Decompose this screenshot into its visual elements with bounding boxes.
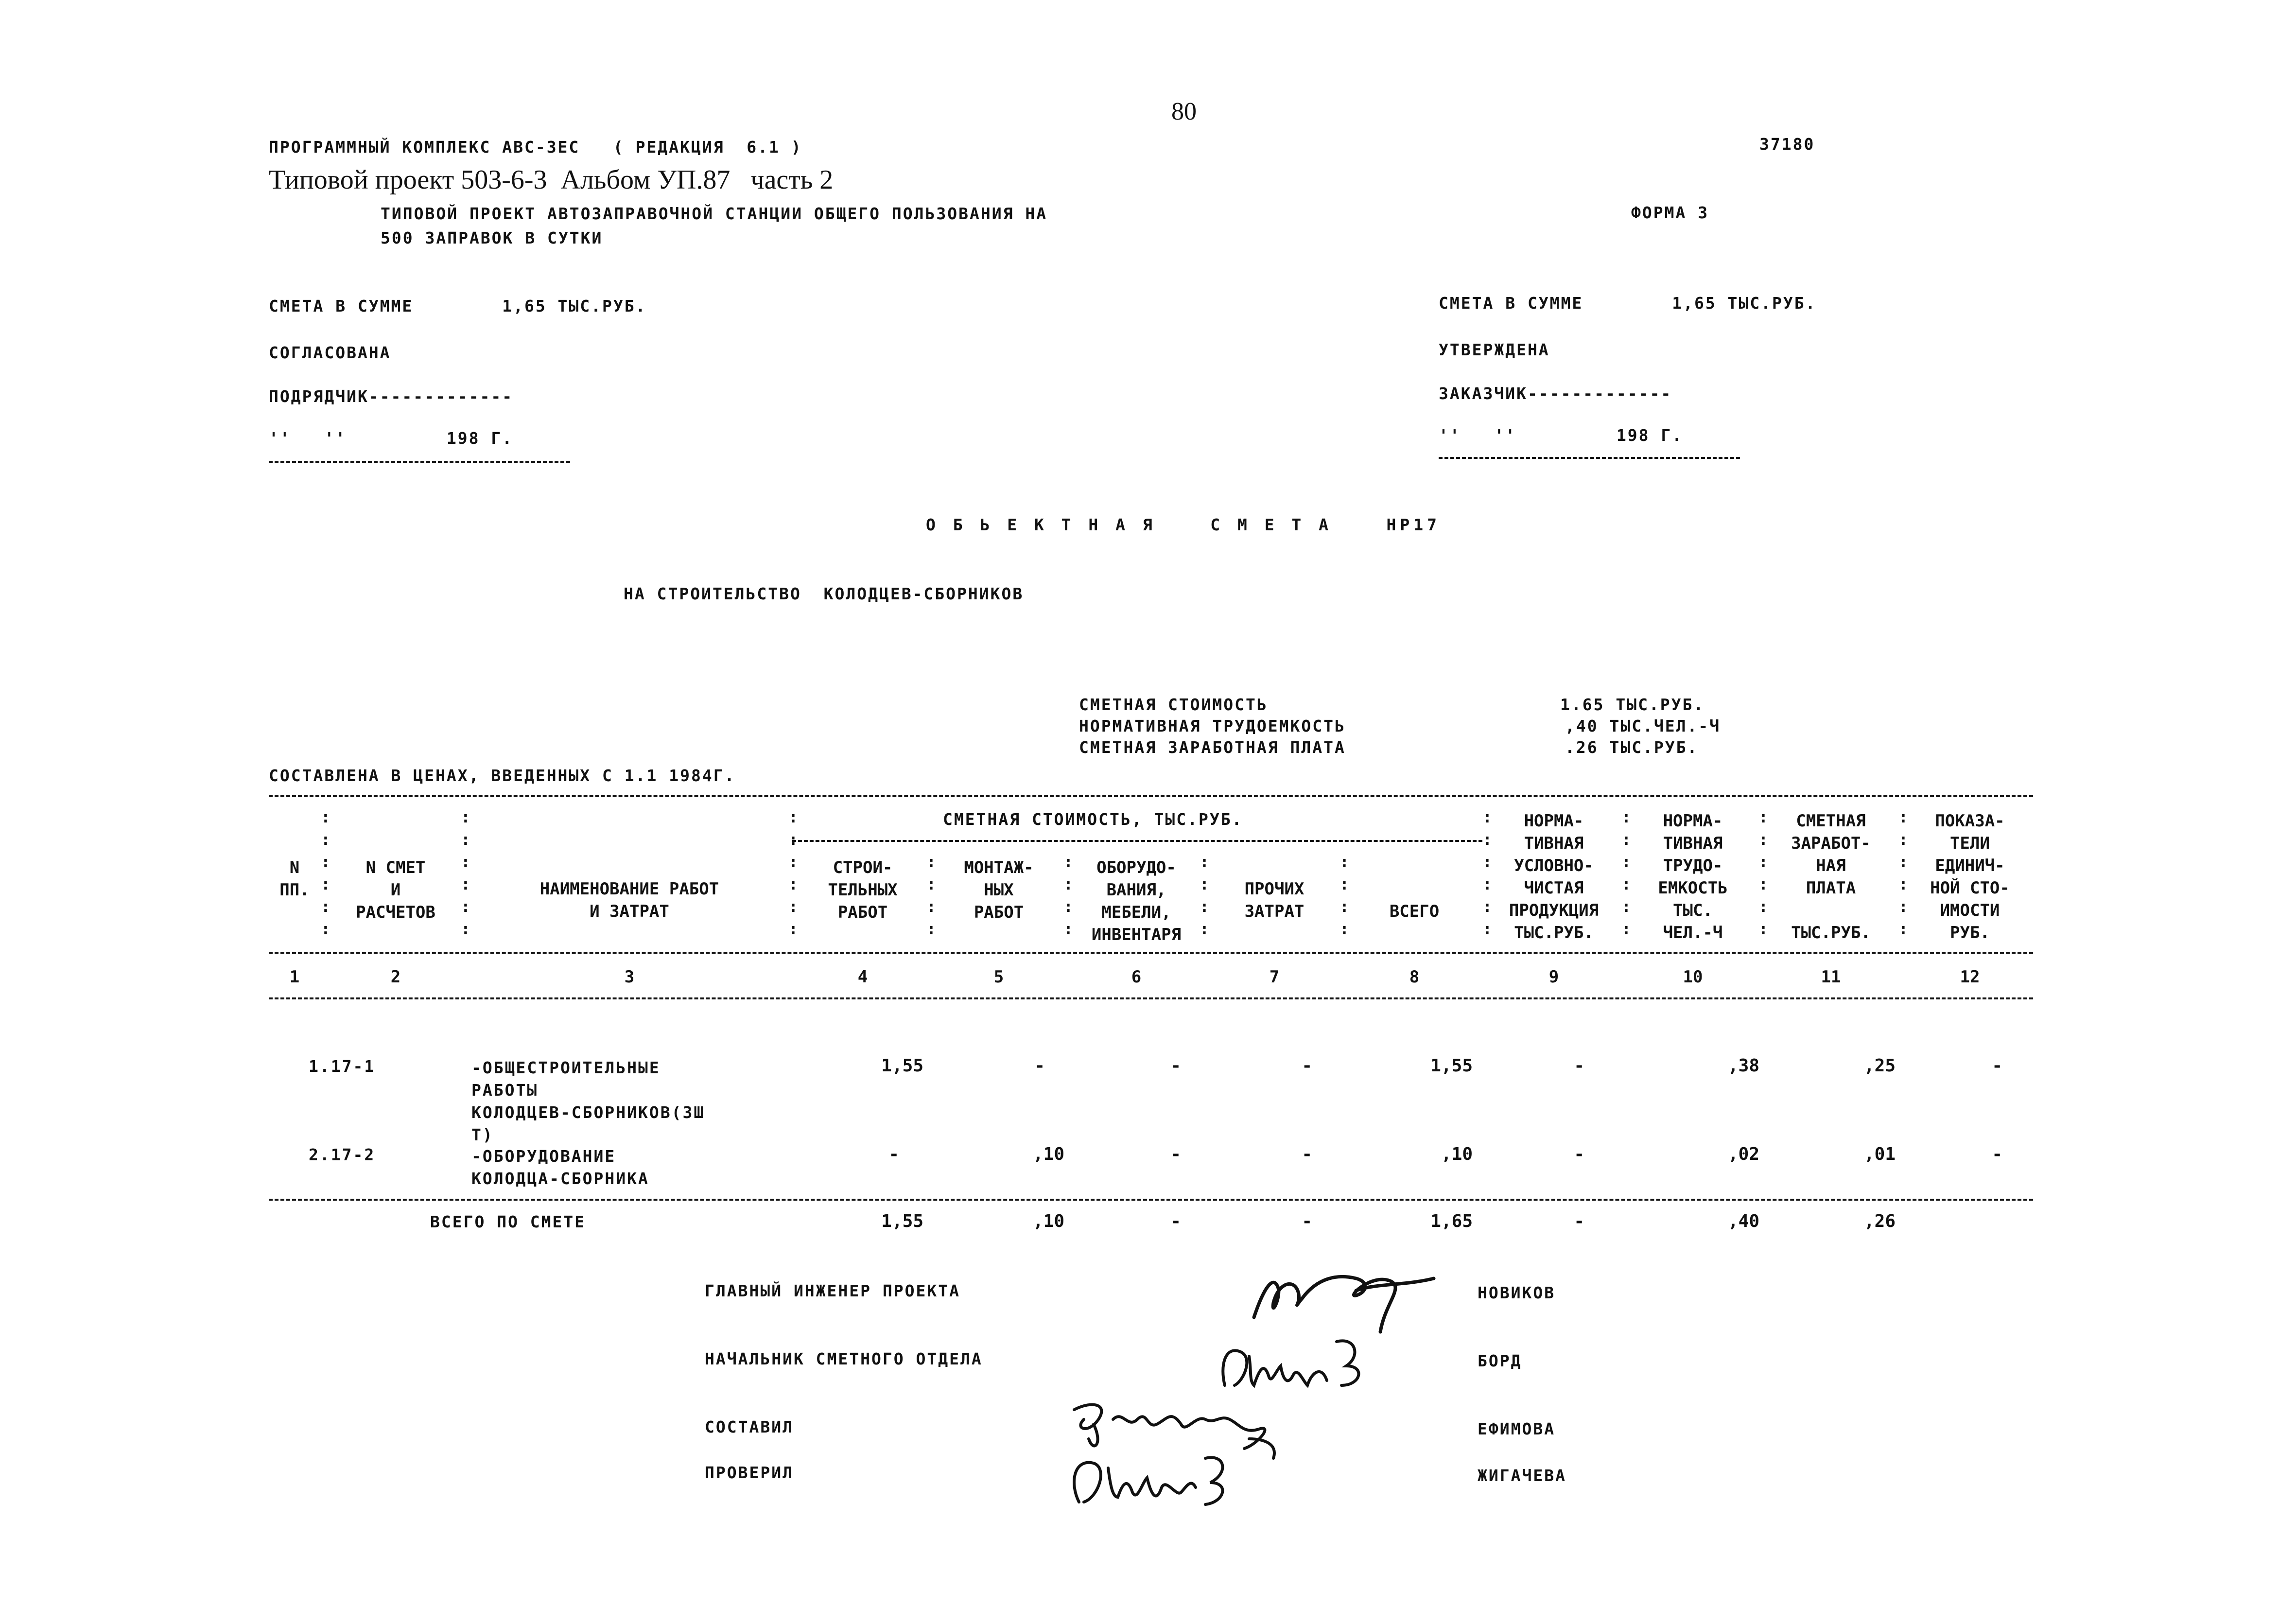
summary-labor-value: ,40 ТЫС.ЧЕЛ.-Ч xyxy=(1565,717,1721,735)
col-header-net-product: НОРМА- ТИВНАЯ УСЛОВНО- ЧИСТАЯ ПРОДУКЦИЯ ТЫС.РУБ. xyxy=(1509,811,1599,943)
agreed-label: СОГЛАСОВАНА xyxy=(269,343,391,362)
summary-wage-value: .26 ТЫС.РУБ. xyxy=(1565,738,1699,757)
signature-name: ЕФИМОВА xyxy=(1478,1419,1556,1438)
left-date-underline xyxy=(269,461,570,463)
signature-name: НОВИКОВ xyxy=(1478,1283,1556,1302)
col-header-installation: МОНТАЖ- НЫХ РАБОТ xyxy=(964,858,1034,922)
signature-name: БОРД xyxy=(1478,1351,1522,1370)
project-description-line2: 500 ЗАПРАВОК В СУТКИ xyxy=(381,228,603,247)
page-number: 80 xyxy=(1171,98,1197,125)
table-row-id: 1.17-1 xyxy=(309,1057,376,1076)
column-separators: : : : : : : xyxy=(461,807,471,938)
program-line: ПРОГРАММНЫЙ КОМПЛЕКС АВС-ЗЕС ( РЕДАКЦИЯ 6.1 ) xyxy=(269,138,802,157)
table-cell-equipment: - xyxy=(1170,1144,1181,1164)
total-construction: 1,55 xyxy=(881,1211,923,1231)
col-number: 2 xyxy=(390,967,401,987)
table-cell-construction: - xyxy=(888,1144,899,1164)
document-code: 37180 xyxy=(1759,135,1815,154)
table-cell-total: 1,55 xyxy=(1430,1056,1473,1076)
col-header-total: ВСЕГО xyxy=(1389,902,1440,921)
group-header: СМЕТНАЯ СТОИМОСТЬ, ТЫС.РУБ. xyxy=(943,810,1243,829)
prices-note: СОСТАВЛЕНА В ЦЕНАХ, ВВЕДЕННЫХ С 1.1 1984Г. xyxy=(269,766,736,785)
total-equipment: - xyxy=(1170,1211,1181,1231)
form-label: ФОРМА 3 xyxy=(1631,203,1709,222)
signature-role: НАЧАЛЬНИК СМЕТНОГО ОТДЕЛА xyxy=(705,1349,983,1368)
column-separators: : : : : : : xyxy=(1758,807,1769,938)
signature-name: ЖИГАЧЕВА xyxy=(1478,1466,1566,1485)
column-separators: : : : : : : xyxy=(788,807,799,938)
contractor-line: ПОДРЯДЧИК------------- xyxy=(269,387,514,406)
handwritten-signature-checker xyxy=(1064,1449,1259,1512)
estimate-title: О Б Ь Е К Т Н А Я С М Е Т А НР17 xyxy=(926,515,1441,534)
column-separators: : : : : : : xyxy=(321,807,331,938)
table-cell-wage: ,01 xyxy=(1863,1144,1896,1164)
column-separators: : : : : xyxy=(1063,852,1074,938)
table-cell-other: - xyxy=(1302,1144,1312,1164)
total-all: 1,65 xyxy=(1430,1211,1473,1231)
col-number: 6 xyxy=(1131,967,1142,987)
right-date-underline xyxy=(1439,457,1740,459)
total-wage: ,26 xyxy=(1863,1211,1896,1231)
approved-label: УТВЕРЖДЕНА xyxy=(1439,340,1550,359)
table-cell-net-product: - xyxy=(1574,1056,1584,1076)
table-cell-wage: ,25 xyxy=(1863,1056,1896,1076)
col-number: 12 xyxy=(1960,967,1980,987)
col-number: 3 xyxy=(624,967,635,987)
column-separators: : : : : xyxy=(1200,852,1210,938)
col-header-other: ПРОЧИХ ЗАТРАТ xyxy=(1244,879,1305,921)
summary-cost-value: 1.65 ТЫС.РУБ. xyxy=(1560,695,1705,714)
column-separators: : : : : : : xyxy=(1482,807,1493,938)
table-cell-net-product: - xyxy=(1574,1144,1584,1164)
total-other: - xyxy=(1302,1211,1312,1231)
right-date-line: '' '' 198 Г. xyxy=(1439,426,1684,445)
table-cell-unit: - xyxy=(1992,1144,2002,1164)
table-cell-equipment: - xyxy=(1170,1056,1181,1076)
col-header-estimate-no: N СМЕТ И РАСЧЕТОВ xyxy=(356,858,435,922)
summary-cost-label: СМЕТНАЯ СТОИМОСТЬ xyxy=(1079,695,1268,714)
table-cell-labor: ,02 xyxy=(1727,1144,1759,1164)
table-cell-total: ,10 xyxy=(1441,1144,1473,1164)
left-date-line: '' '' 198 Г. xyxy=(269,429,514,448)
table-row-id: 2.17-2 xyxy=(309,1145,376,1164)
column-separators: : : : : : : xyxy=(1621,807,1632,938)
summary-labor-label: НОРМАТИВНАЯ ТРУДОЕМКОСТЬ xyxy=(1079,717,1346,735)
col-number: 9 xyxy=(1548,967,1559,987)
total-net-product: - xyxy=(1574,1211,1584,1231)
signature-role: СОСТАВИЛ xyxy=(705,1417,794,1436)
col-header-name: НАИМЕНОВАНИЕ РАБОТ И ЗАТРАТ xyxy=(539,879,719,921)
estimate-subtitle: НА СТРОИТЕЛЬСТВО КОЛОДЦЕВ-СБОРНИКОВ xyxy=(624,584,1024,603)
table-cell-construction: 1,55 xyxy=(881,1056,923,1076)
group-header-rule xyxy=(792,840,1482,842)
column-numbers-rule xyxy=(269,997,2033,999)
col-header-equipment: ОБОРУДО- ВАНИЯ, МЕБЕЛИ, ИНВЕНТАРЯ xyxy=(1091,858,1182,944)
table-cell-other: - xyxy=(1302,1056,1312,1076)
col-number: 1 xyxy=(289,967,300,987)
header-bottom-rule xyxy=(269,952,2033,954)
customer-line: ЗАКАЗЧИК------------- xyxy=(1439,384,1672,403)
project-description-line1: ТИПОВОЙ ПРОЕКТ АВТОЗАПРАВОЧНОЙ СТАНЦИИ ОБЩЕГО ПОЛЬЗОВАНИЯ НА xyxy=(381,204,1048,223)
table-top-rule xyxy=(269,795,2033,797)
total-labor: ,40 xyxy=(1727,1211,1759,1231)
signature-role: ПРОВЕРИЛ xyxy=(705,1463,794,1482)
left-estimate-sum: СМЕТА В СУММЕ 1,65 ТЫС.РУБ. xyxy=(269,297,647,315)
project-title: Типовой проект 503-6-3 Альбом УП.87 часть 2 xyxy=(269,165,834,195)
table-row-name: -ОБОРУДОВАНИЕ КОЛОДЦА-СБОРНИКА xyxy=(471,1147,649,1188)
handwritten-signature-estimate-head xyxy=(1215,1332,1390,1400)
col-number: 11 xyxy=(1821,967,1841,987)
col-header-labor: НОРМА- ТИВНАЯ ТРУДО- ЕМКОСТЬ ТЫС. ЧЕЛ.-Ч xyxy=(1658,811,1728,943)
handwritten-signature-chief-engineer xyxy=(1244,1244,1448,1337)
signature-role: ГЛАВНЫЙ ИНЖЕНЕР ПРОЕКТА xyxy=(705,1281,960,1300)
right-estimate-sum: СМЕТА В СУММЕ 1,65 ТЫС.РУБ. xyxy=(1439,294,1817,313)
col-header-wage: СМЕТНАЯ ЗАРАБОТ- НАЯ ПЛАТА ТЫС.РУБ. xyxy=(1791,811,1871,943)
col-number: 5 xyxy=(993,967,1004,987)
col-header-unit: ПОКАЗА- ТЕЛИ ЕДИНИЧ- НОЙ СТО- ИМОСТИ РУБ. xyxy=(1930,811,2010,943)
col-number: 4 xyxy=(857,967,868,987)
rows-bottom-rule xyxy=(269,1199,2033,1201)
col-number: 7 xyxy=(1269,967,1280,987)
total-installation: ,10 xyxy=(1032,1211,1064,1231)
table-cell-installation: - xyxy=(1034,1056,1045,1076)
table-cell-labor: ,38 xyxy=(1727,1056,1759,1076)
table-row-name: -ОБЩЕСТРОИТЕЛЬНЫЕ РАБОТЫ КОЛОДЦЕВ-СБОРНИКОВ(ЗШ Т) xyxy=(471,1058,705,1144)
table-cell-unit: - xyxy=(1992,1056,2002,1076)
col-number: 8 xyxy=(1409,967,1420,987)
table-cell-installation: ,10 xyxy=(1032,1144,1064,1164)
column-separators: : : : : xyxy=(926,852,937,938)
total-row-label: ВСЕГО ПО СМЕТЕ xyxy=(430,1212,586,1231)
col-header-construction: СТРОИ- ТЕЛЬНЫХ РАБОТ xyxy=(828,858,898,922)
col-number: 10 xyxy=(1683,967,1703,987)
column-separators: : : : : : : xyxy=(1898,807,1909,938)
column-separators: : : : : xyxy=(1339,852,1350,938)
col-header-number: N ПП. xyxy=(279,858,310,900)
summary-wage-label: СМЕТНАЯ ЗАРАБОТНАЯ ПЛАТА xyxy=(1079,738,1346,757)
